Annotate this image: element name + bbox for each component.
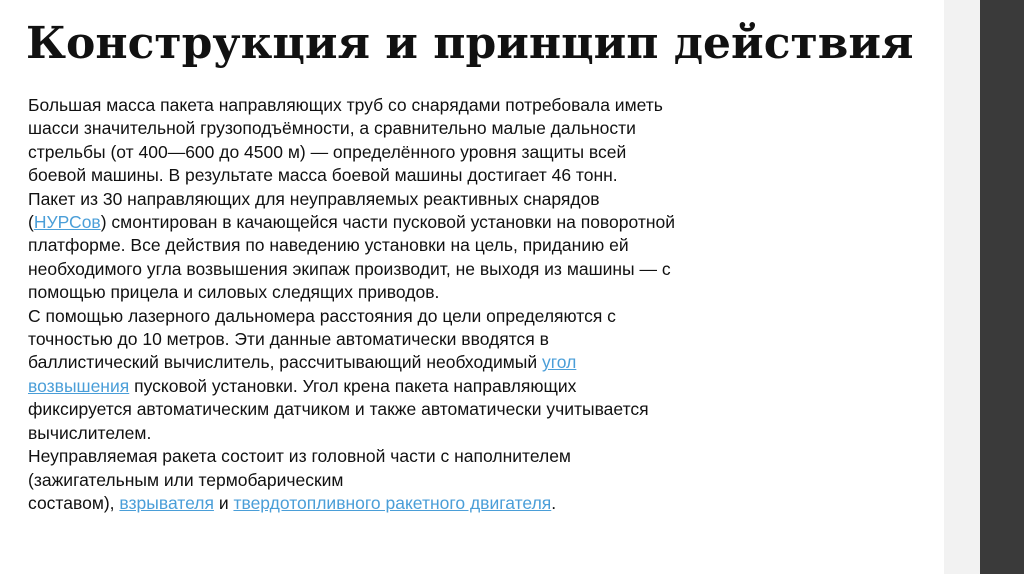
text-fragment: баллистический вычислитель, рассчитывающий необходимый <box>28 352 543 373</box>
text-fragment: ( <box>28 212 34 233</box>
body-text <box>28 94 748 515</box>
link-nurs[interactable]: НУРСов <box>33 212 101 233</box>
link-elevation-angle[interactable]: угол <box>542 352 577 373</box>
text-line: необходимого угла возвышения экипаж производит, не выходя из машины — с <box>28 258 671 279</box>
text-line: Пакет из 30 направляющих для неуправляемых реактивных снарядов <box>28 188 600 209</box>
link-solid-rocket-motor[interactable]: твердотопливного ракетного двигателя <box>233 492 552 513</box>
text-line: точностью до 10 метров. Эти данные автоматически вводятся в <box>28 329 549 350</box>
text-line <box>28 351 748 374</box>
text-line: С помощью лазерного дальномера расстояния до цели определяются с <box>28 305 616 326</box>
link-fuze[interactable]: взрывателя <box>119 492 214 513</box>
text-line: платформе. Все действия по наведению установки на цель, приданию ей <box>28 235 629 256</box>
text-line: помощью прицела и силовых следящих приводов. <box>28 282 440 303</box>
text-line <box>28 492 748 515</box>
text-fragment: ) смонтирован в качающейся части пусковой установки на поворотной <box>100 212 676 233</box>
text-line: фиксируется автоматическим датчиком и также автоматически учитывается <box>28 399 649 420</box>
text-line: (зажигательным или термобарическим <box>28 469 344 490</box>
decorative-band-light <box>944 0 980 574</box>
text-line: вычислителем. <box>28 422 152 443</box>
text-fragment: составом), <box>28 492 120 513</box>
text-line: шасси значительной грузоподъёмности, а сравнительно малые дальности <box>28 118 636 139</box>
text-fragment: . <box>551 492 557 513</box>
text-line: Неуправляемая ракета состоит из головной части с наполнителем <box>28 446 571 467</box>
text-line <box>28 375 748 398</box>
text-fragment: и <box>213 492 234 513</box>
link-elevation-angle[interactable]: возвышения <box>28 375 130 396</box>
decorative-band-dark <box>980 0 1024 574</box>
slide-title: Конструкция и принцип действия <box>26 18 914 69</box>
text-line <box>28 211 748 234</box>
text-fragment: пусковой установки. Угол крена пакета направляющих <box>129 375 577 396</box>
text-line: боевой машины. В результате масса боевой машины достигает 46 тонн. <box>28 165 618 186</box>
text-line: стрельбы (от 400—600 до 4500 м) — определённого уровня защиты всей <box>28 141 627 162</box>
text-line: Большая масса пакета направляющих труб со снарядами потребовала иметь <box>28 95 663 115</box>
